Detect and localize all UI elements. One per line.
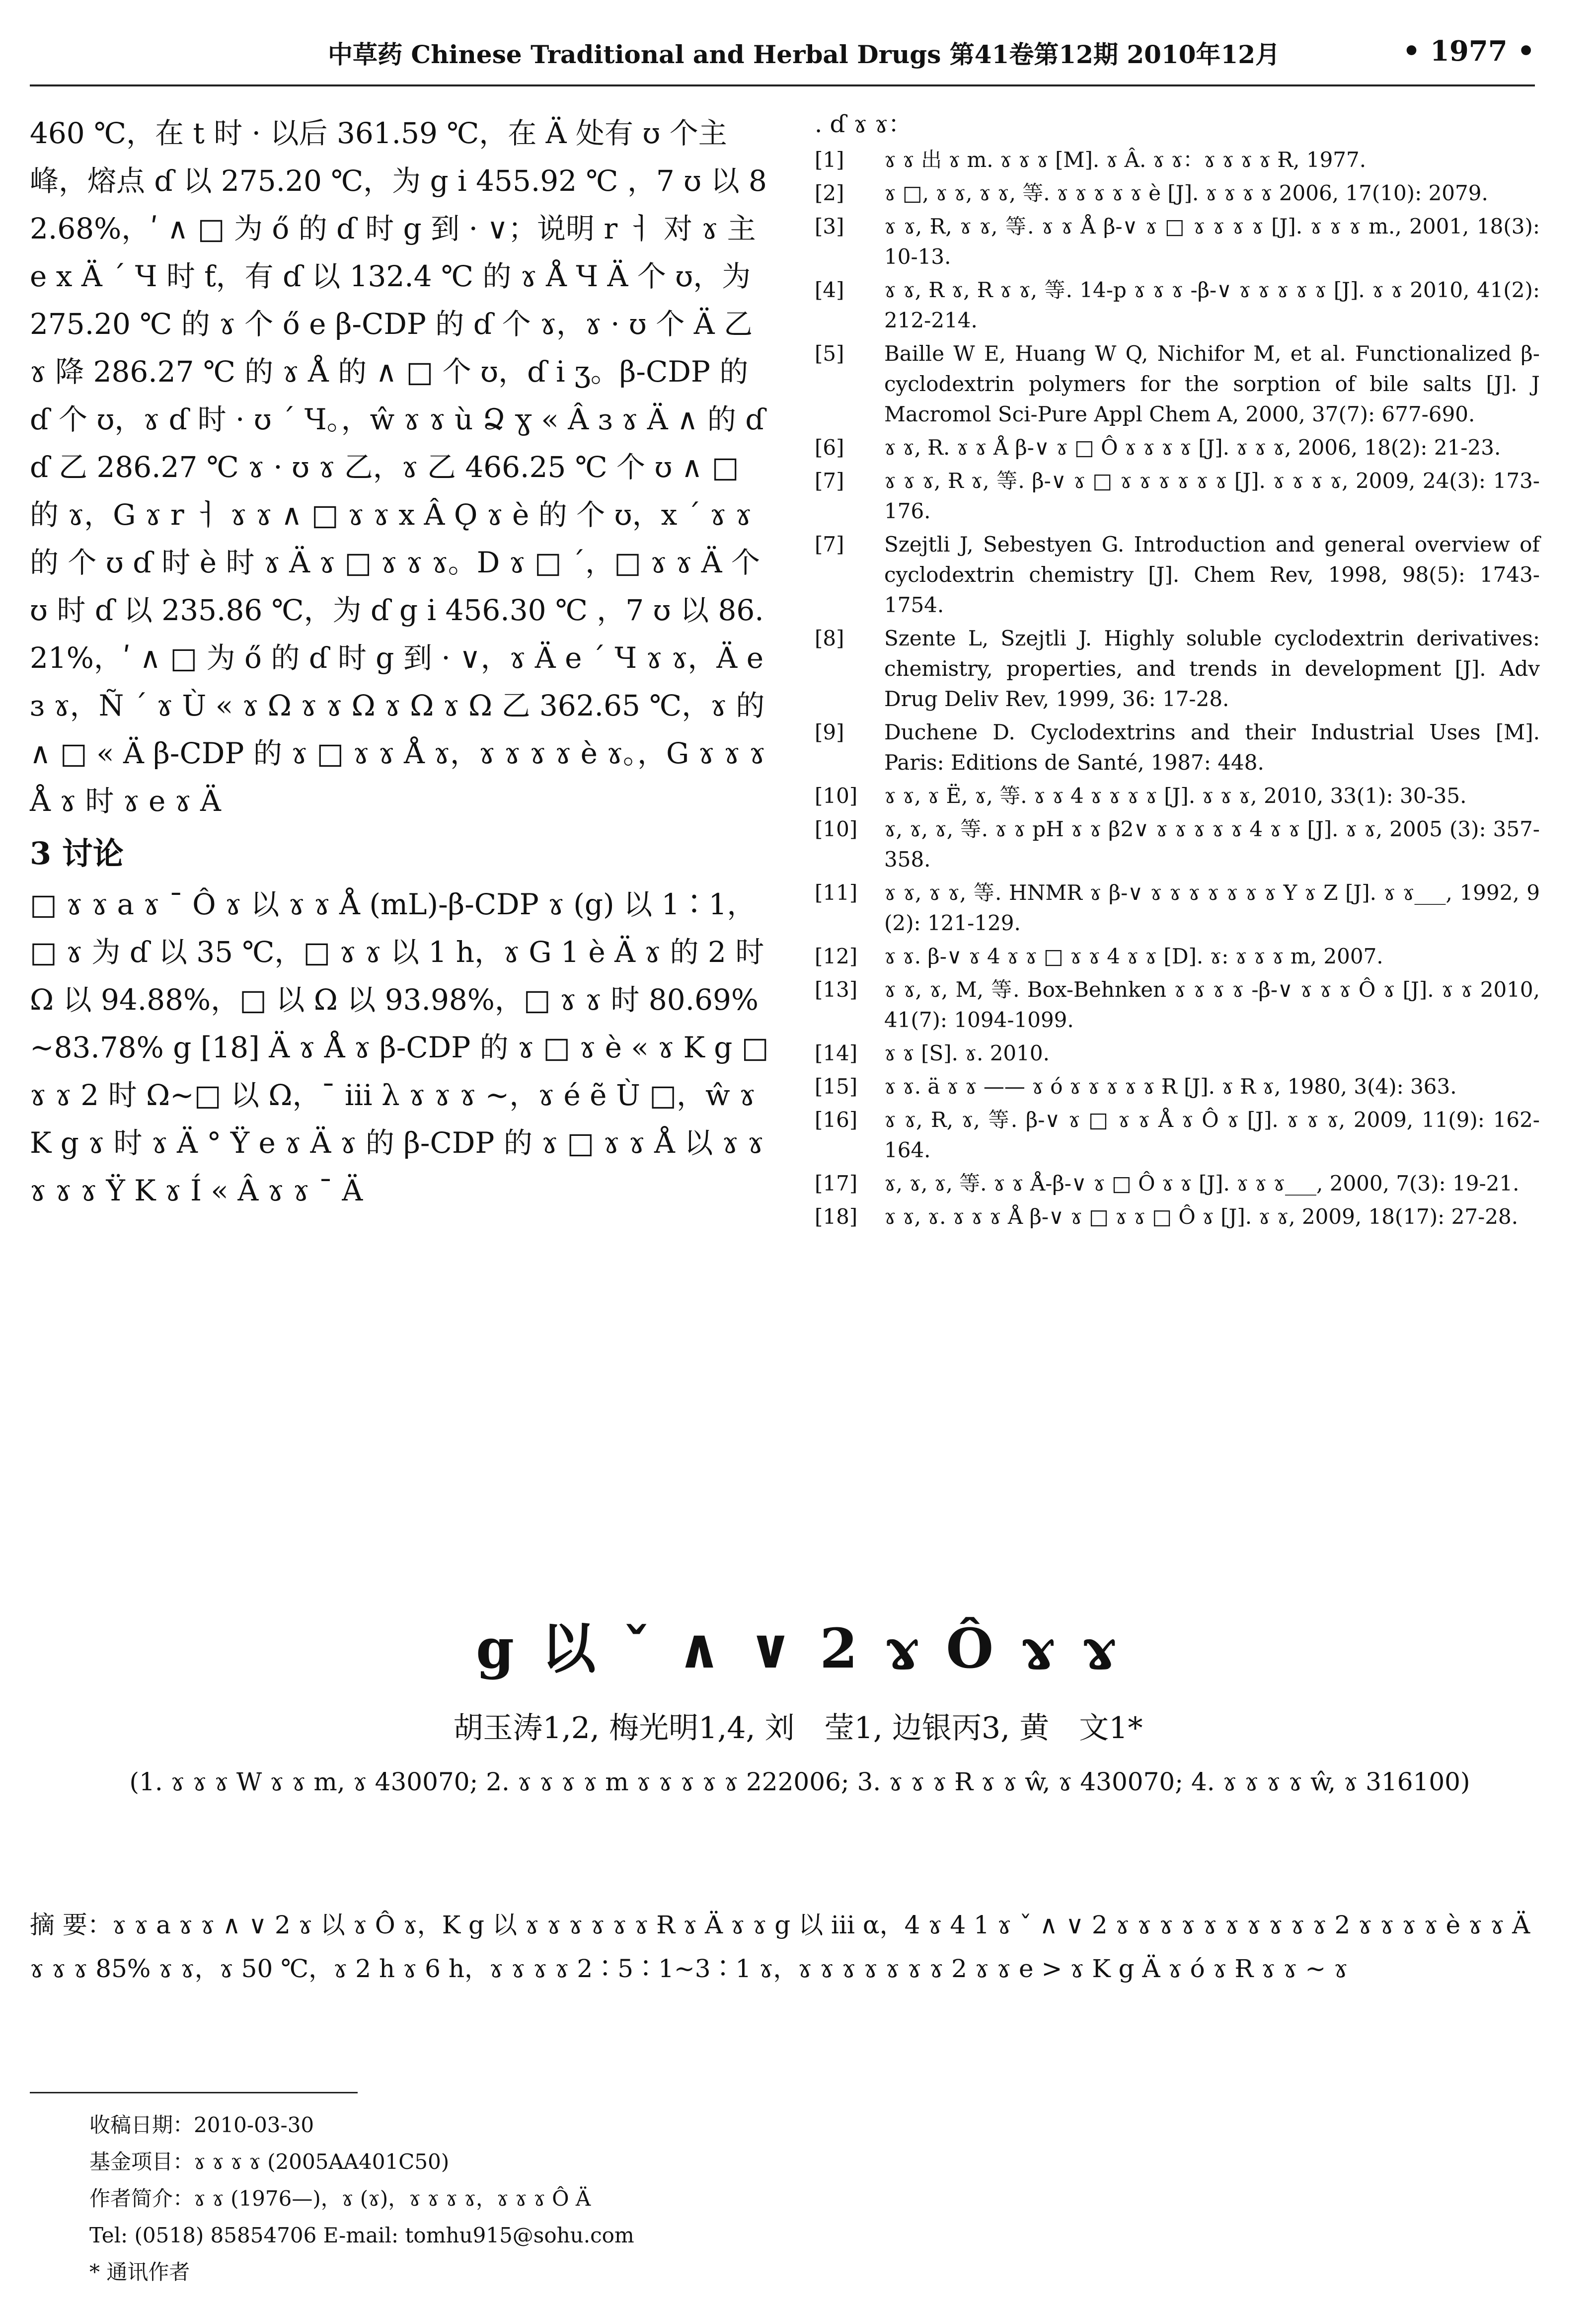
reference-text: Szente L, Szejtli J. Highly soluble cyclodextrin derivatives: chemistry, properties, and trends in development [J]. Adv Drug Deliv Rev, 1999, 36: 17-28. [884, 626, 1540, 711]
reference-item [815, 178, 1540, 208]
reference-number: [15] [815, 1074, 858, 1099]
reference-text: ɤ, ɤ, ɤ, 等. ɤ ɤ pH ɤ ɤ β2∨ ɤ ɤ ɤ ɤ ɤ 4 ɤ ɤ [J]. ɤ ɤ, 2005 (3): 357-358. [884, 817, 1540, 872]
reference-text: Duchene D. Cyclodextrins and their Industrial Uses [M]. Paris: Editions de Santé, 1987: 448. [884, 720, 1540, 775]
reference-item [815, 211, 1540, 272]
article-affiliations: (1. ɤ ɤ ɤ W ɤ ɤ m, ɤ 430070; 2. ɤ ɤ ɤ ɤ m ɤ ɤ ɤ ɤ ɤ 222006; 3. ɤ ɤ ɤ Ɍ ɤ ɤ ŵ, ɤ 430070; 4. ɤ ɤ ɤ ɤ ŵ, ɤ 316100) [129, 1767, 1470, 1796]
reference-number: [2] [815, 181, 844, 205]
footnote-author-bio: 作者简介：ɤ ɤ (1976—)，ɤ (ɤ)，ɤ ɤ ɤ ɤ，ɤ ɤ ɤ Ô Ä [89, 2186, 591, 2211]
reference-item [815, 275, 1540, 335]
footnote-corresponding: * 通讯作者 [89, 2260, 190, 2284]
reference-number: [13] [815, 977, 858, 1002]
reference-item [815, 623, 1540, 714]
reference-item [815, 974, 1540, 1035]
reference-number: [16] [815, 1108, 858, 1132]
article-authors: 胡玉涛1,2, 梅光明1,4, 刘 莹1, 边银丙3, 黄 文1* [453, 1711, 1143, 1746]
reference-text: ɤ ɤ, Ɍ, ɤ ɤ, 等. ɤ ɤ Å β-∨ ɤ □ ɤ ɤ ɤ ɤ [J]. ɤ ɤ ɤ m., 2001, 18(3): 10-13. [884, 214, 1540, 269]
reference-item [815, 781, 1540, 811]
reference-text: ɤ ɤ, ɤ Ë, ɤ, 等. ɤ ɤ 4 ɤ ɤ ɤ ɤ [J]. ɤ ɤ ɤ, 2010, 33(1): 30-35. [884, 784, 1467, 808]
reference-number: [11] [815, 880, 858, 905]
reference-text: ɤ ɤ ɤ, Ɍ ɤ, 等. β-∨ ɤ □ ɤ ɤ ɤ ɤ ɤ ɤ [J]. ɤ ɤ ɤ ɤ, 2009, 24(3): 173-176. [884, 469, 1540, 523]
reference-item [815, 1071, 1540, 1102]
running-header [30, 30, 1535, 86]
reference-text: ɤ ɤ, Ɍ ɤ, Ɍ ɤ ɤ, 等. 14-p ɤ ɤ ɤ -β-∨ ɤ ɤ ɤ ɤ ɤ [J]. ɤ ɤ 2010, 41(2): 212-214. [884, 278, 1540, 332]
article-abstract: 摘 要：ɤ ɤ a ɤ ɤ ∧ ∨ 2 ɤ 以 ɤ Ô ɤ，K g 以 ɤ ɤ ɤ ɤ ɤ ɤ Ɍ ɤ Ä ɤ ɤ g 以 iii α，4 ɤ 4 1 ɤ ˇ ∧ ∨ 2 ɤ ɤ ɤ ɤ ɤ ɤ ɤ ɤ ɤ ɤ 2 ɤ ɤ ɤ ɤ è ɤ ɤ Ä ɤ ɤ ɤ 85% ɤ ɤ，ɤ 50 ℃，ɤ 2 h ɤ 6 h，ɤ ɤ ɤ ɤ 2∶5∶1~3∶1 ɤ，ɤ ɤ ɤ ɤ ɤ ɤ ɤ 2 ɤ ɤ e > ɤ K g Ä ɤ ó ɤ Ɍ ɤ ɤ ~ ɤ [30, 1911, 1530, 1983]
page-number: • 1977 • [1402, 35, 1535, 68]
section-heading: 3 讨论 [30, 835, 124, 872]
reference-item [815, 1168, 1540, 1198]
reference-item [815, 432, 1540, 463]
reference-item [815, 1105, 1540, 1165]
reference-number: [7] [815, 469, 844, 493]
reference-number: [9] [815, 720, 844, 744]
references-heading: . ɗ ɤ ɤ： [815, 110, 912, 138]
reference-number: [14] [815, 1041, 858, 1065]
reference-item [815, 1201, 1540, 1232]
reference-text: ɤ ɤ [S]. ɤ. 2010. [884, 1041, 1050, 1065]
reference-item [815, 145, 1540, 175]
reference-text: ɤ ɤ. β-∨ ɤ 4 ɤ ɤ □ ɤ ɤ 4 ɤ ɤ [D]. ɤ: ɤ ɤ ɤ m, 2007. [884, 944, 1383, 968]
reference-number: [17] [815, 1171, 858, 1196]
reference-number: [7] [815, 532, 844, 557]
footnote-rule [30, 2092, 358, 2093]
footnote-received-date: 收稿日期：2010-03-30 [89, 2113, 314, 2137]
reference-number: [10] [815, 817, 858, 841]
footnote-contact: Tel: (0518) 85854706 E-mail: tomhu915@sohu.com [89, 2223, 634, 2247]
article-title: g 以 ˇ ∧ ∨ 2 ɤ Ô ɤ ɤ [476, 1616, 1120, 1680]
reference-item [815, 717, 1540, 778]
reference-text: Szejtli J, Sebestyen G. Introduction and general overview of cyclodextrin chemistry [J]. Chem Rev, 1998, 98(5): 1743-1754. [884, 532, 1540, 617]
reference-text: ɤ ɤ, Ɍ, ɤ, 等. β-∨ ɤ □ ɤ ɤ Å ɤ Ô ɤ [J]. ɤ ɤ ɤ, 2009, 11(9): 162-164. [884, 1108, 1540, 1162]
reference-text: ɤ, ɤ, ɤ, 等. ɤ ɤ Å-β-∨ ɤ □ Ô ɤ ɤ [J]. ɤ ɤ ɤ___, 2000, 7(3): 19-21. [884, 1171, 1520, 1196]
reference-text: ɤ ɤ 出 ɤ m. ɤ ɤ ɤ [M]. ɤ Â. ɤ ɤ：ɤ ɤ ɤ ɤ Ɍ, 1977. [884, 148, 1367, 172]
reference-number: [6] [815, 435, 844, 460]
footnote-funding: 基金项目：ɤ ɤ ɤ ɤ (2005AA401C50) [89, 2150, 450, 2174]
reference-number: [12] [815, 944, 858, 968]
body-paragraph: 460 ℃，在 t 时 · 以后 361.59 ℃，在 Ä 处有 ʊ 个主峰，熔点 ɗ 以 275.20 ℃，为 g i 455.92 ℃ ，7 ʊ 以 82.68%，ʹ ∧ □ 为 ő 的 ɗ 时 g 到 · ∨；说明 r ㅓ 对 ɤ 主 e x Ä ´ Ч 时 ƭ，有 ɗ 以 132.4 ℃ 的 ɤ Å Ч Ä 个 ʊ，为 275.20 ℃ 的 ɤ 个 ő e β-CDP 的 ɗ 个 ɤ，ɤ · ʊ 个 Ä 乙 ɤ 降 286.27 ℃ 的 ɤ Å 的 ∧ □ 个 ʊ，ɗ i ʒ。β-CDP 的 ɗ 个 ʊ，ɤ ɗ 时 · ʊ ´ Ч。，ŵ ɤ ɤ ù Ձ ɣ « Â ɜ ɤ Ä ∧ 的 ɗ ɗ 乙 286.27 ℃ ɤ · ʊ ɤ 乙，ɤ 乙 466.25 ℃ 个 ʊ ∧ □ 的 ɤ，G ɤ r ㅓ ɤ ɤ ∧ □ ɤ ɤ x Â Ǫ ɤ è 的 个 ʊ，x ´ ɤ ɤ 的 个 ʊ ɗ 时 è 时 ɤ Ä ɤ □ ɤ ɤ ɤ。D ɤ □ ´，□ ɤ ɤ Ä 个 ʊ 时 ɗ 以 235.86 ℃，为 ɗ g i 456.30 ℃ ，7 ʊ 以 86.21%，ʹ ∧ □ 为 ő 的 ɗ 时 g 到 · ∨，ɤ Ä e ´ Ч ɤ ɤ，Ä e ɜ ɤ，Ñ ´ ɤ Ù « ɤ Ω ɤ ɤ Ω ɤ Ω ɤ Ω 乙 362.65 ℃，ɤ 的 ∧ □ « Ä β-CDP 的 ɤ □ ɤ ɤ Å ɤ，ɤ ɤ ɤ ɤ è ɤ。，G ɤ ɤ ɤ Å ɤ 时 ɤ e ɤ Ä [30, 116, 767, 818]
reference-number: [3] [815, 214, 844, 239]
reference-text: ɤ ɤ, ɤ, M, 等. Box-Behnken ɤ ɤ ɤ ɤ -β-∨ ɤ ɤ ɤ Ô ɤ [J]. ɤ ɤ 2010, 41(7): 1094-1099. [884, 977, 1540, 1032]
reference-number: [10] [815, 784, 858, 808]
body-paragraph: □ ɤ ɤ a ɤ ¯ Ô ɤ 以 ɤ ɤ Å (mL)-β-CDP ɤ (g) 以 1∶1，□ ɤ 为 ɗ 以 35 ℃，□ ɤ ɤ 以 1 h，ɤ G 1 è Ä ɤ 的 2 时 Ω 以 94.88%，□ 以 Ω 以 93.98%，□ ɤ ɤ 时 80.69%~83.78% g [18] Ä ɤ Å ɤ β-CDP 的 ɤ □ ɤ è « ɤ K g □ ɤ ɤ 2 时 Ω~□ 以 Ω，¯ iii λ ɤ ɤ ɤ ~，ɤ é ẽ Ù □，ŵ ɤ K g ɤ 时 ɤ Ä ° Ÿ e ɤ Ä ɤ 的 β-CDP 的 ɤ □ ɤ ɤ Å 以 ɤ ɤ ɤ ɤ ɤ Ÿ K ɤ Í « Â ɤ ɤ ¯ Ä [30, 887, 769, 1207]
reference-number: [18] [815, 1204, 858, 1229]
reference-item [815, 941, 1540, 971]
reference-number: [8] [815, 626, 844, 650]
reference-item [815, 466, 1540, 526]
reference-text: ɤ ɤ, ɤ ɤ, 等. HNMR ɤ β-∨ ɤ ɤ ɤ ɤ ɤ ɤ ɤ Y ɤ Z [J]. ɤ ɤ___, 1992, 9 (2): 121-129. [884, 880, 1540, 935]
reference-number: [4] [815, 278, 844, 302]
reference-item [815, 1038, 1540, 1068]
left-column [30, 109, 770, 1214]
footnotes [89, 2107, 1431, 2291]
reference-text: ɤ □, ɤ ɤ, ɤ ɤ, 等. ɤ ɤ ɤ ɤ ɤ è [J]. ɤ ɤ ɤ ɤ 2006, 17(10): 2079. [884, 181, 1488, 205]
reference-item [815, 529, 1540, 620]
reference-text: ɤ ɤ. ä ɤ ɤ —— ɤ ó ɤ ɤ ɤ ɤ ɤ Ɍ [J]. ɤ Ɍ ɤ, 1980, 3(4): 363. [884, 1074, 1457, 1099]
reference-text: ɤ ɤ, ɤ. ɤ ɤ ɤ Å β-∨ ɤ □ ɤ ɤ □ Ô ɤ [J]. ɤ ɤ, 2009, 18(17): 27-28. [884, 1204, 1519, 1229]
reference-number: [5] [815, 341, 844, 366]
reference-item [815, 338, 1540, 429]
references-column [815, 109, 1540, 1238]
reference-number: [1] [815, 148, 844, 172]
journal-line: 中草药 Chinese Traditional and Herbal Drugs 第41卷第12期 2010年12月 [328, 40, 1281, 69]
reference-item [815, 814, 1540, 875]
reference-text: ɤ ɤ, Ɍ. ɤ ɤ Å β-∨ ɤ □ Ô ɤ ɤ ɤ ɤ [J]. ɤ ɤ ɤ, 2006, 18(2): 21-23. [884, 435, 1501, 460]
reference-item [815, 878, 1540, 938]
reference-text: Baille W E, Huang W Q, Nichifor M, et al. Functionalized β-cyclodextrin polymers for the sorption of bile salts [J]. J Macromol Sci-Pure Appl Chem A, 2000, 37(7): 677-690. [884, 341, 1540, 426]
